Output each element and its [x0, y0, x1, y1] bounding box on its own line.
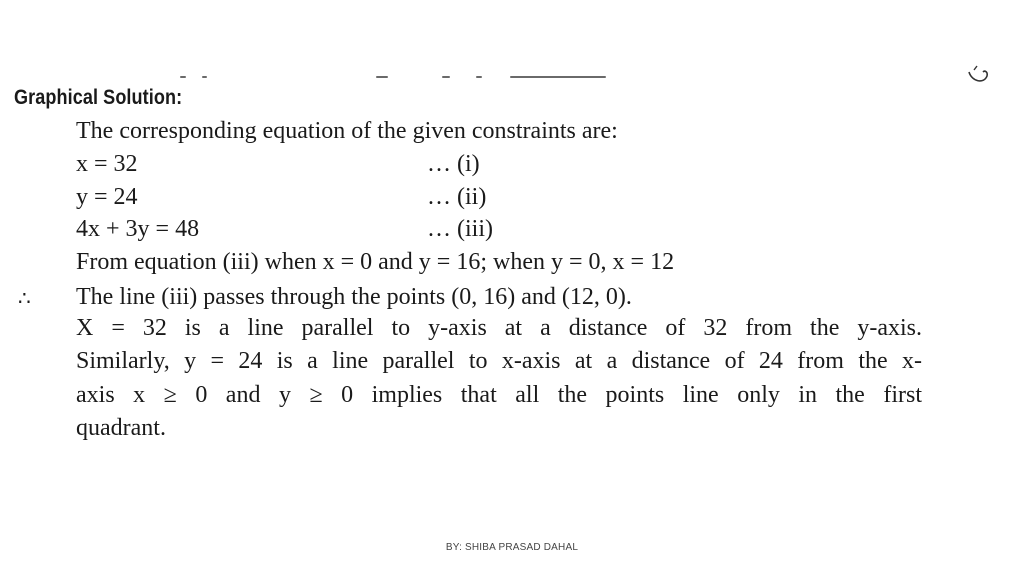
paragraph-line-2: Similarly, y = 24 is a line parallel to x-axis at a distance of 24 from the x-	[76, 348, 922, 374]
equation-3-ref: … (iii)	[427, 216, 493, 242]
from-equation-text: From equation (iii) when x = 0 and y = 16; when y = 0, x = 12	[76, 249, 675, 275]
section-heading: Graphical Solution:	[14, 86, 183, 109]
intro-text: The corresponding equation of the given constraints are:	[76, 118, 618, 144]
paragraph-line-3: axis x ≥ 0 and y ≥ 0 implies that all the points line only in the first	[76, 382, 922, 408]
footer-credit: BY: SHIBA PRASAD DAHAL	[445, 542, 579, 553]
passes-through-text: The line (iii) passes through the points (0, 16) and (12, 0).	[76, 284, 632, 310]
paragraph-line-1: X = 32 is a line parallel to y-axis at a distance of 32 from the y-axis.	[76, 315, 922, 341]
cropped-text-fragment	[180, 68, 610, 82]
equation-1-ref: … (i)	[427, 151, 480, 177]
equation-2: y = 24	[76, 184, 138, 210]
therefore-symbol: ∴	[18, 286, 31, 310]
equation-1: x = 32	[76, 151, 138, 177]
page-corner-mark-icon	[966, 62, 990, 88]
paragraph-line-4: quadrant.	[76, 415, 166, 441]
equation-3: 4x + 3y = 48	[76, 216, 200, 242]
equation-2-ref: … (ii)	[427, 184, 487, 210]
